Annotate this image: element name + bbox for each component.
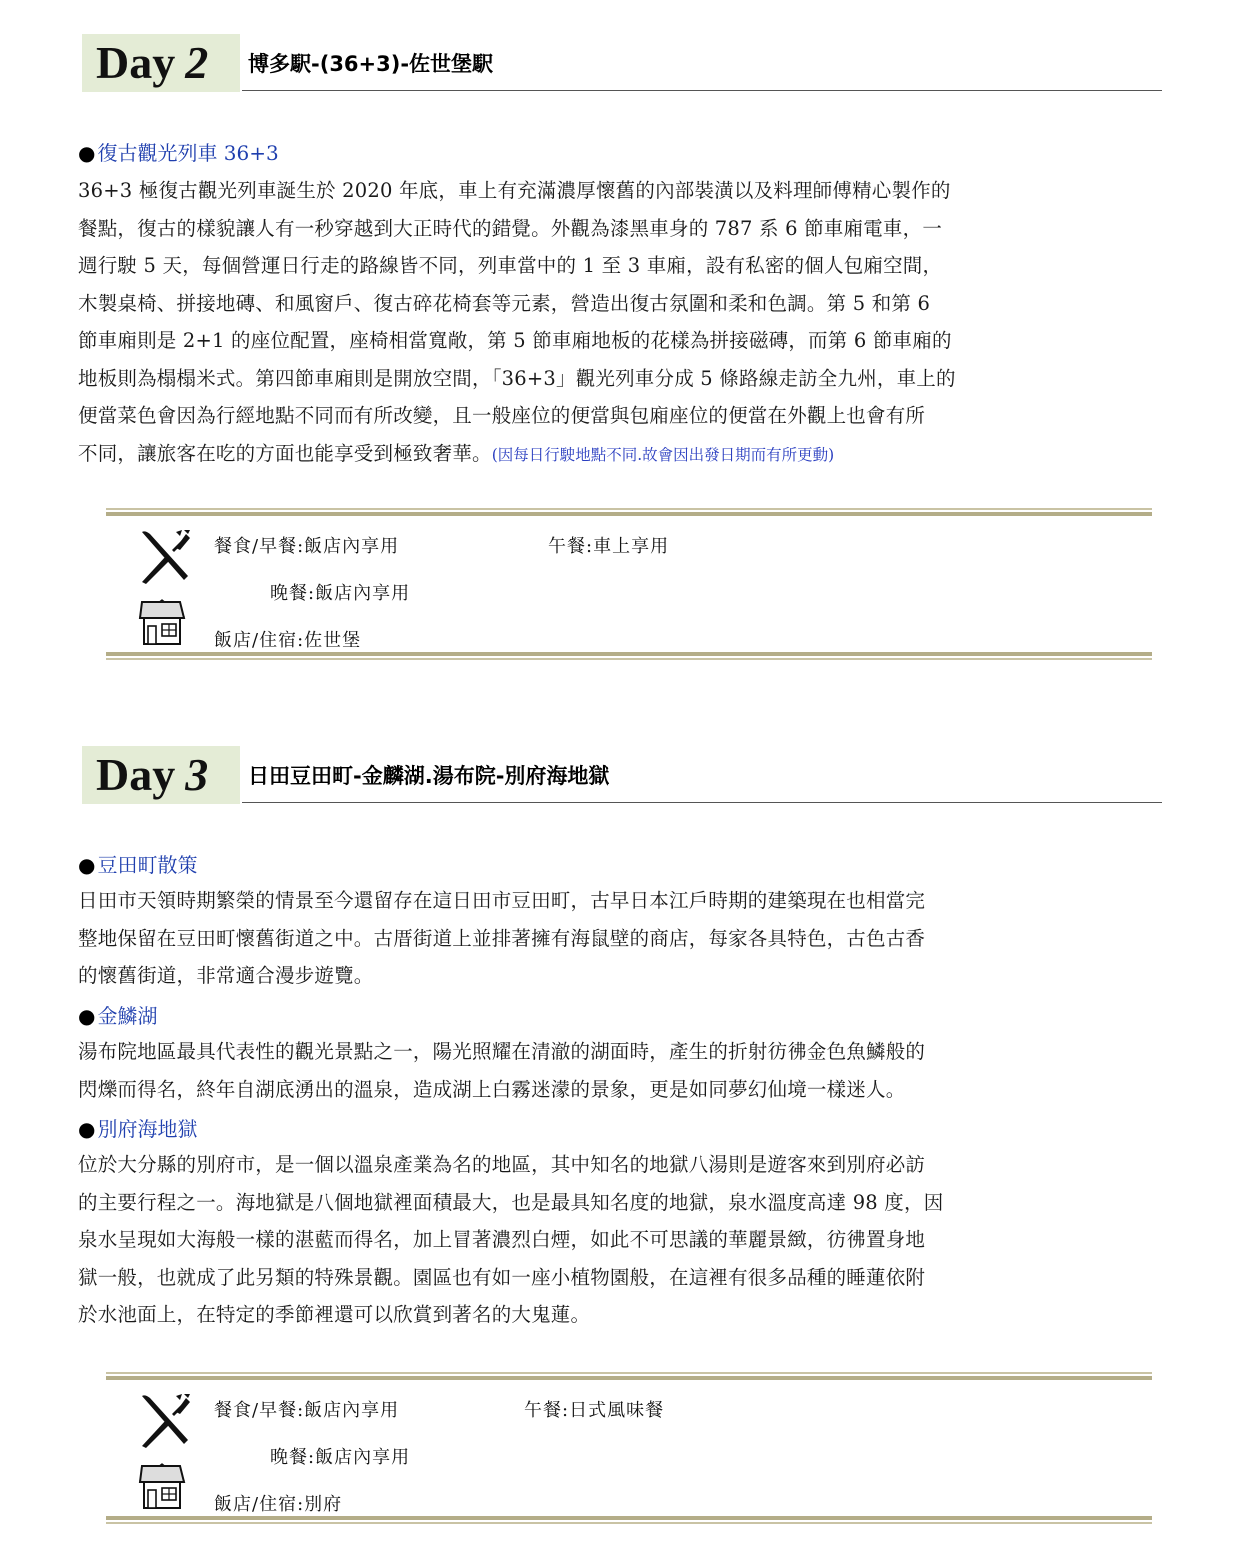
day-badge: [82, 34, 240, 92]
title-underline: [242, 802, 1162, 803]
lunch-text: 午餐:車上享用: [548, 536, 670, 557]
lunch-text: 午餐:日式風味餐: [524, 1400, 665, 1421]
box-top-rule: [106, 508, 1152, 517]
fork-knife-icon: [136, 1392, 194, 1450]
hotel-text: 飯店/住宿:別府: [214, 1494, 343, 1515]
dinner-text: 晚餐:飯店內享用: [270, 583, 411, 604]
title-underline: [242, 90, 1162, 91]
box-bottom-rule: [106, 652, 1152, 661]
day-word: Day: [96, 37, 176, 88]
section-retro-train: [78, 138, 1160, 474]
meals-box-day-3: [106, 1372, 1152, 1528]
breakfast-text: 餐食/早餐:飯店內享用: [214, 536, 400, 557]
house-icon: [136, 598, 188, 648]
section-heading: ● 金鱗湖: [78, 1004, 158, 1028]
route-title: 博多駅-(36+3)-佐世堡駅: [248, 52, 494, 76]
route-title: 日田豆田町-金麟湖.湯布院-別府海地獄: [248, 764, 610, 788]
section-body: 日田市天領時期繁榮的情景至今還留存在這日田市豆田町，古早日本江戶時期的建築現在也相當完 整地保留在豆田町懷舊街道之中。古厝街道上並排著擁有海鼠壁的商店，每家各具特色，古色古香 的懷舊街道，非常適合漫步遊覽。: [78, 889, 926, 987]
breakfast-text: 餐食/早餐:飯店內享用: [214, 1400, 400, 1421]
day-word: Day: [96, 749, 176, 800]
hotel-text: 飯店/住宿:佐世堡: [214, 630, 362, 651]
section-body: 湯布院地區最具代表性的觀光景點之一，陽光照耀在清澈的湖面時，產生的折射彷彿金色魚鱗般的 閃爍而得名，終年自湖底湧出的溫泉，造成湖上白霧迷濛的景象，更是如同夢幻仙境一樣迷人。: [78, 1040, 926, 1101]
section-umi-jigoku: [78, 1114, 1160, 1334]
box-bottom-rule: [106, 1516, 1152, 1525]
fork-knife-icon: [136, 528, 194, 586]
day-2-header: [82, 34, 1162, 92]
schedule-note: (因每日行駛地點不同.故會因出發日期而有所更動): [491, 445, 835, 464]
section-mameda-town: [78, 850, 1160, 995]
dinner-text: 晚餐:飯店內享用: [270, 1447, 411, 1468]
section-kinrin-lake: [78, 1001, 1160, 1108]
box-top-rule: [106, 1372, 1152, 1381]
day-number: 2: [185, 37, 209, 88]
section-body: 36+3 極復古觀光列車誕生於 2020 年底，車上有充滿濃厚懷舊的內部裝潢以及料理師傅精心製作的 餐點，復古的樣貌讓人有一秒穿越到大正時代的錯覺。外觀為漆黑車身的 787 系 6 節車廂電車，一 週行駛 5 天，每個營運日行走的路線皆不同，列車當中的 1 至 3 車廂，設有私密的個人包廂空間， 木製桌椅、拼接地磚、和風窗戶、復古碎花椅套等元素，營造出復古氛圍和柔和色調。第 5 和第 6 節車廂則是 2+1 的座位配置，座椅相當寬敞，第 5 節車廂地板的花樣為拼接磁磚，而第 6 節車廂的 地板則為榻榻米式。第四節車廂則是開放空間，「36+3」觀光列車分成 5 條路線走訪全九州，車上的 便當菜色會因為行經地點不同而有所改變，且一般座位的便當與包廂座位的便當在外觀上也會有所 不同，讓旅客在吃的方面也能享受到極致奢華。(因每日行駛地點不同.故會因出發日期而有所更動): [78, 179, 956, 465]
house-icon: [136, 1462, 188, 1512]
section-heading: ● 別府海地獄: [78, 1117, 198, 1141]
section-body: 位於大分縣的別府市，是一個以溫泉產業為名的地區，其中知名的地獄八湯則是遊客來到別府必訪 的主要行程之一。海地獄是八個地獄裡面積最大，也是最具知名度的地獄，泉水溫度高達 98 度，因 泉水呈現如大海般一樣的湛藍而得名，加上冒著濃烈白煙，如此不可思議的華麗景緻，彷彿置身地 獄一般，也就成了此另類的特殊景觀。園區也有如一座小植物園般，在這裡有很多品種的睡蓮依附 於水池面上，在特定的季節裡還可以欣賞到著名的大鬼蓮。: [78, 1153, 944, 1326]
day-badge: [82, 746, 240, 804]
section-heading: ● 豆田町散策: [78, 853, 198, 877]
day-number: 3: [185, 749, 209, 800]
section-heading: ● 復古觀光列車 36+3: [78, 141, 279, 165]
meals-box-day-2: [106, 508, 1152, 664]
day-3-header: [82, 746, 1162, 804]
